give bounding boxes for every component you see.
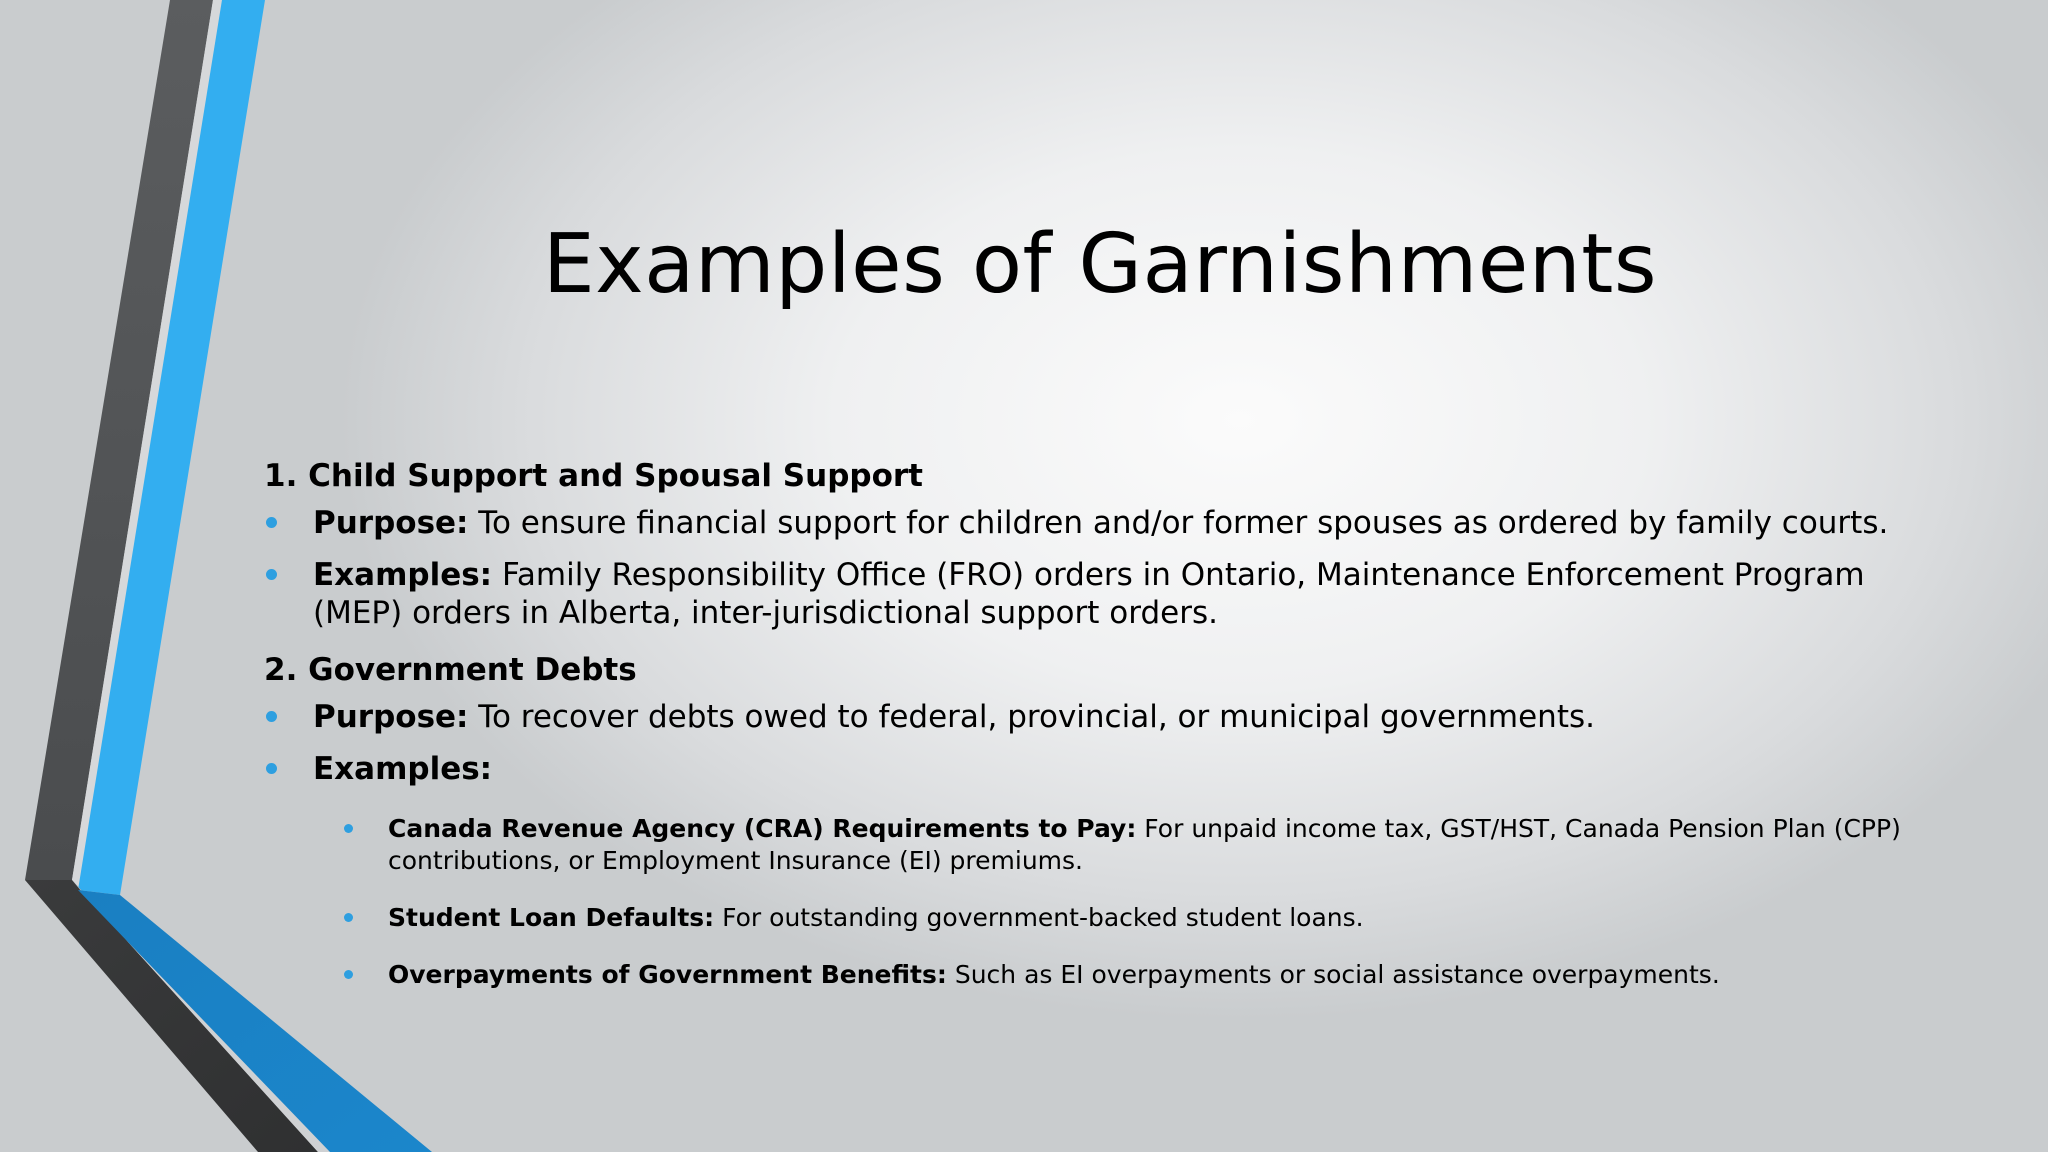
bullet-government-debts-examples bbox=[264, 750, 1904, 788]
sub-bullet-text: For outstanding government-backed student loans. bbox=[714, 903, 1364, 932]
sub-bullet-text: Such as EI overpayments or social assistance overpayments. bbox=[946, 960, 1720, 989]
bullet-government-debts-purpose bbox=[264, 698, 1904, 736]
sub-bullet-benefit-overpayments bbox=[388, 959, 1904, 991]
sub-bullet-text: For unpaid income tax, GST/HST, Canada Pension Plan (CPP) contributions, or Employment Insurance (EI) premiums. bbox=[388, 814, 1901, 875]
bullet-label: Examples: bbox=[313, 557, 493, 593]
section-heading-government-debts: 2. Government Debts bbox=[264, 652, 637, 688]
bullet-text: Family Responsibility Office (FRO) orders in Ontario, Maintenance Enforcement Program (MEP) orders in Alberta, inter-jurisdictional support orders. bbox=[313, 557, 1865, 631]
light-separator bbox=[72, 0, 222, 892]
sub-bullet-label: Overpayments of Government Benefits: bbox=[388, 960, 947, 989]
bullet-label: Purpose: bbox=[313, 699, 469, 735]
bullet-label: Purpose: bbox=[313, 505, 469, 541]
sub-bullet-label: Student Loan Defaults: bbox=[388, 903, 715, 932]
slide-content bbox=[264, 452, 1904, 1004]
bullet-child-support-examples bbox=[264, 556, 1904, 632]
section-heading-child-support: 1. Child Support and Spousal Support bbox=[264, 458, 923, 494]
bullet-label: Examples: bbox=[313, 751, 493, 787]
sub-bullet-list bbox=[264, 813, 1904, 991]
bullet-child-support-purpose bbox=[264, 504, 1904, 542]
bullet-text: To recover debts owed to federal, provincial, or municipal governments. bbox=[468, 699, 1595, 735]
sub-bullet-cra bbox=[388, 813, 1904, 877]
bullet-text: To ensure financial support for children and/or former spouses as ordered by family courts. bbox=[468, 505, 1889, 541]
sub-bullet-student-loans bbox=[388, 902, 1904, 934]
sub-bullet-label: Canada Revenue Agency (CRA) Requirements to Pay: bbox=[388, 814, 1137, 843]
slide-title: Examples of Garnishments bbox=[542, 217, 1658, 312]
